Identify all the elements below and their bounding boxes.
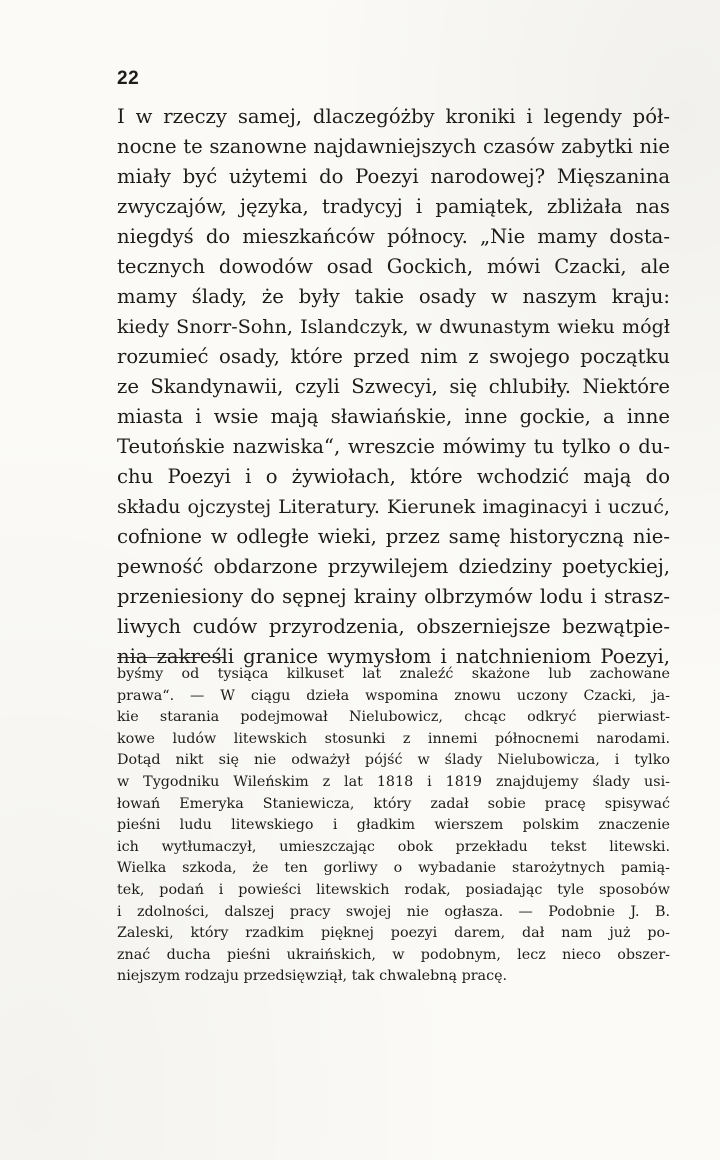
text-line: rozumieć osady, które przed nim z swojego początku [117,345,670,368]
text-line: składu ojczystej Literatury. Kierunek imaginacyi i uczuć, [117,495,670,518]
text-line: niegdyś do mieszkańców północy. „Nie mamy dosta- [117,225,670,248]
text-line: nia zakreśli granice wymysłom i natchnieniom Poezyi, [117,645,670,668]
text-line: I w rzeczy samej, dlaczegóżby kroniki i legendy pół- [117,105,670,128]
text-line: cofnione w odległe wieki, przez samę historyczną nie- [117,525,670,548]
footnote-line: prawa“. — W ciągu dzieła wspomina znowu uczony Czacki, ja- [117,687,670,704]
footnote-line: kowe ludów litewskich stosunki z innemi północnemi narodami. [117,730,670,747]
footnote-line: znać ducha pieśni ukraińskich, w podobnym, lecz nieco obszer- [117,946,670,963]
footnote [117,664,670,988]
text-line: ze Skandynawii, czyli Szwecyi, się chlubiły. Niektóre [117,375,670,398]
footnote-line: łowań Emeryka Staniewicza, który zadał sobie pracę spisywać [117,795,670,812]
text-line: chu Poezyi i o żywiołach, które wchodzić mają do [117,465,670,488]
footnote-line: i zdolności, dalszej pracy swojej nie ogłasza. — Podobnie J. B. [117,903,670,920]
text-line: kiedy Snorr-Sohn, Islandczyk, w dwunastym wieku mógł [117,315,670,338]
text-line: liwych cudów przyrodzenia, obszerniejsze bezwątpie- [117,615,670,638]
text-line: zwyczajów, języka, tradycyj i pamiątek, zbliżała nas [117,195,670,218]
text-line: miały być użytemi do Poezyi narodowej? Mięszanina [117,165,670,188]
text-line: tecznych dowodów osad Gockich, mówi Czacki, ale [117,255,670,278]
text-line: miasta i wsie mają sławiańskie, inne gockie, a inne [117,405,670,428]
text-line: pewność obdarzone przywilejem dziedziny poetyckiej, [117,555,670,578]
text-line: Teutońskie nazwiska“, wreszcie mówimy tu tylko o du- [117,435,670,458]
footnote-line: niejszym rodzaju przedsięwziął, tak chwalebną pracę. [117,968,508,985]
footnote-line: Wielka szkoda, że ten gorliwy o wybadanie starożytnych pamią- [117,860,670,877]
page-number: 22 [117,68,140,89]
main-text [117,102,670,672]
footnote-line: tek, podań i powieści litewskich rodak, posiadając tyle sposobów [117,881,670,898]
footnote-line: Dotąd nikt się nie odważył pójść w ślady Nielubowicza, i tylko [117,752,670,769]
footnote-line: Zaleski, który rzadkim pięknej poezyi darem, dał nam już po- [117,925,670,942]
footnote-line: pieśni ludu litewskiego i gładkim wierszem polskim znaczenie [117,817,670,834]
footnote-line: ich wytłumaczył, umieszczając obok przekładu tekst litewski. [117,838,670,855]
footnote-line: byśmy od tysiąca kilkuset lat znaleźć skażone lub zachowane [117,666,670,682]
text-line: nocne te szanowne najdawniejszych czasów zabytki nie [117,135,670,158]
footnote-divider [117,657,225,658]
footnote-line: kie starania podejmował Nielubowicz, chcąc odkryć pierwiast- [117,709,670,726]
footnote-line: w Tygodniku Wileńskim z lat 1818 i 1819 znajdujemy ślady usi- [117,773,670,790]
text-line: przeniesiony do sępnej krainy olbrzymów lodu i strasz- [117,585,670,608]
text-line: mamy ślady, że były takie osady w naszym kraju: [117,285,670,308]
